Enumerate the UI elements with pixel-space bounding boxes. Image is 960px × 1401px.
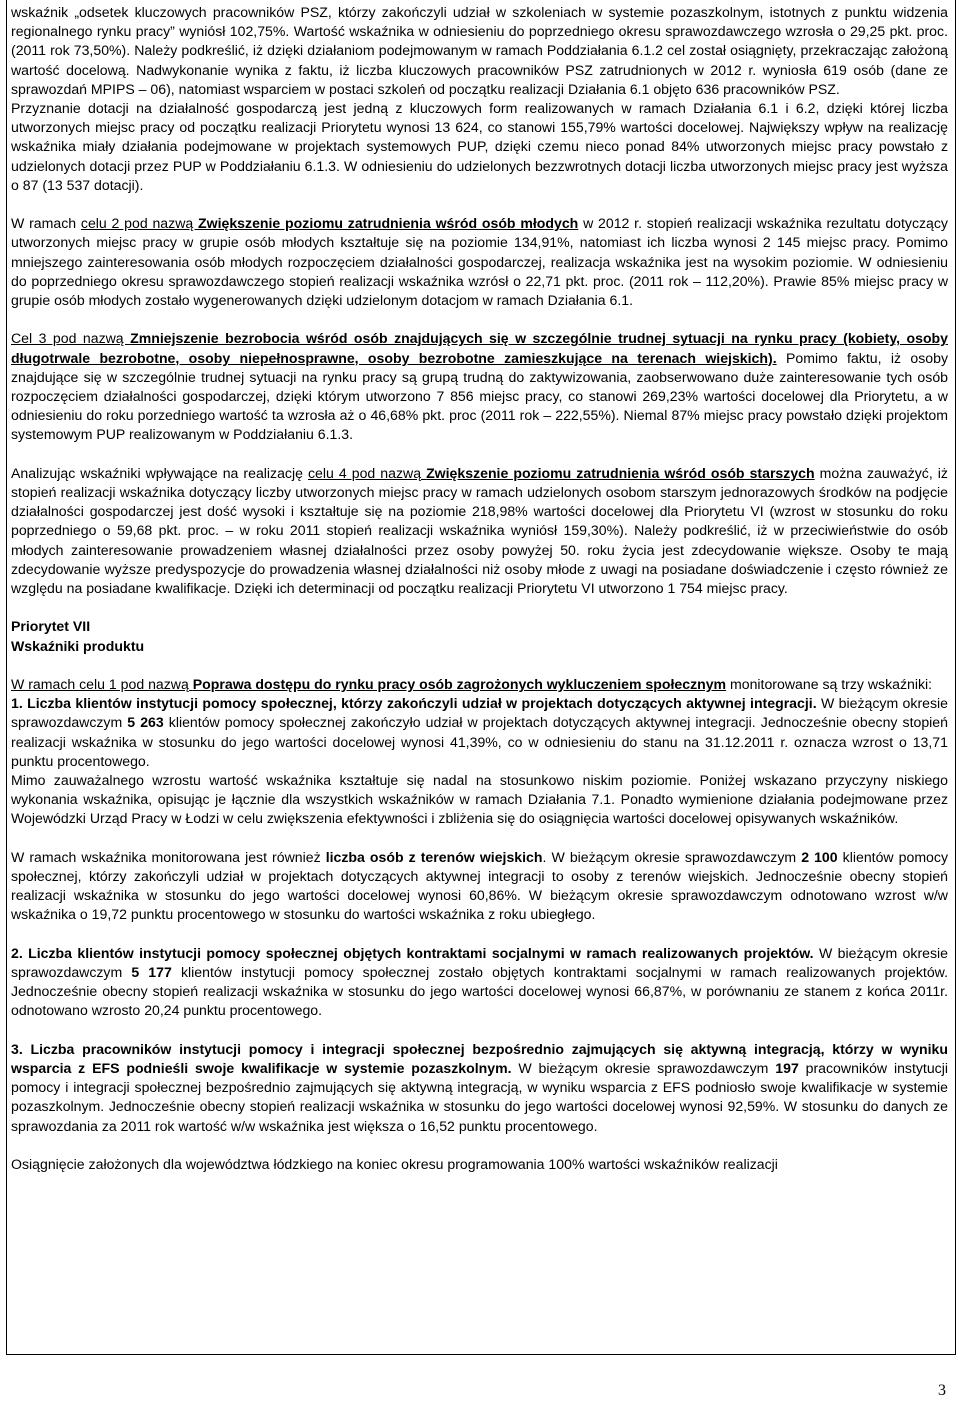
rural-text-c: klientów pomocy społecznej, którzy zakończyli udział w projektach dotyczących aktywnej integracji to osoby z terenów wiejskich. Jednocześnie obecny stopień realizacji wskaźnika w stosunku do jego wartości docelowej wynosi 60,86%. W bieżącym okresie sprawozdawczym odnotowano wzrost w/w wskaźnika o 19,72 punktu procentowego w stosunku do wartości wskaźnika z roku ubiegłego.	[11, 848, 948, 923]
goal-3-name: Zmniejszenie bezrobocia wśród osób znajdujących się w szczególnie trudnej sytuacji na rynku pracy (kobiety, osoby długotrwale bezrobotne, osoby niepełnosprawne, osoby bezrobotne zamieszkujące na terenach wiejskich).	[11, 330, 949, 366]
spacer	[11, 598, 948, 617]
goal-2-label: celu 2 pod nazwą	[80, 215, 199, 232]
goal-1-name: Poprawa dostępu do rynku pracy osób zagrożonych wykluczeniem społecznym	[192, 676, 727, 693]
goal-4-text: można zauważyć, iż stopień realizacji wskaźnika dotyczący liczby utworzonych miejsc pracy w ramach udzielonych osobom starszym jednorazowych środków na podjęcie działalności gospodarczej jest dość wysoki i kształtuje się na poziomie 218,98% wartości docelowej dla Priorytetu VI (wzrost w stosunku do roku poprzedniego o 59,68 pkt. proc. – w roku 2011 stopień realizacji wskaźnika wyniósł 159,30%). Należy podkreślić, iż w przeciwieństwie do osób młodych zainteresowanie prowadzeniem własnej działalności przez osoby powyżej 50. roku życia jest zdecydowanie większe. Osoby te mają zdecydowanie wyższe predyspozycje do prowadzenia własnej działalności niż osoby młode z uwagi na posiadane doświadczenie i często również ze względu na posiadane kwalifikacje. Dzięki ich determinacji od początku realizacji Priorytetu VI utworzono 1 754 miejsc pracy.	[11, 464, 948, 597]
paragraph-goal-3	[11, 329, 948, 444]
indicator-3-text-a: W bieżącym okresie sprawozdawczym	[511, 1060, 776, 1077]
spacer	[11, 829, 948, 848]
spacer	[11, 925, 948, 944]
indicator-2-title: 2. Liczba klientów instytucji pomocy społecznej objętych kontraktami socjalnymi w ramach realizowanych projektów.	[11, 944, 814, 961]
rural-label: liczba osób z terenów wiejskich	[325, 848, 543, 865]
spacer	[11, 656, 948, 675]
indicator-1-text-b: klientów pomocy społecznej zakończyło udział w projektach dotyczących aktywnej integracji. Jednocześnie obecny stopień realizacji wskaźnika w stosunku do jego wartości docelowej wynosi 41,39%, co w odniesieniu do stanu na 31.12.2011 r. oznacza wzrost o 13,71 punktu procentowego.	[11, 714, 948, 769]
rural-text-b: . W bieżącym okresie sprawozdawczym	[542, 848, 802, 865]
paragraph-grants: Przyznanie dotacji na działalność gospodarczą jest jedną z kluczowych form realizowanych w ramach Działania 6.1 i 6.2, dzięki której liczba utworzonych miejsc pracy od początku realizacji Priorytetu wynosi 13 624, co stanowi 155,79% wartości docelowej. Największy wpływ na realizację wskaźnika miały działania podejmowane w projektach systemowych PUP, dzięki czemu nieco ponad 84% utworzonych miejsc pracy powstało z udzielonych dotacji przez PUP w Poddziałaniu 6.1.3. W odniesieniu do udzielonych bezzwrotnych dotacji liczba utworzonych miejsc pracy jest wyższa o 87 (13 537 dotacji).	[11, 100, 948, 193]
goal-4-lead: Analizując wskaźniki wpływające na realizację	[11, 464, 308, 481]
indicator-1	[11, 694, 948, 771]
rural-text-a: W ramach wskaźnika monitorowana jest również	[11, 848, 326, 865]
goal-3-text: Pomimo faktu, iż osoby znajdujące się w szczególnie trudnej sytuacji na rynku pracy są grupą trudną do zaktywizowania, zaobserwowano duże zainteresowanie tych osób rozpoczęciem działalności gospodarczej, dzięki którym utworzono 7 856 miejsc pracy, co stanowi 269,23% wartości docelowej dla Priorytetu, a w odniesieniu do roku porzedniego wartość ta wzrosła aż o 46,68% pkt. proc (2011 rok – 222,55%). Niemal 87% miejsc pracy powstało dzięki projektom systemowym PUP realizowanym w Poddziałaniu 6.1.3.	[11, 349, 949, 443]
indicator-2-text-b: klientów instytucji pomocy społecznej zostało objętych kontraktami socjalnymi w ramach realizowanych projektów. Jednocześnie obecny stopień realizacji wskaźnika w stosunku do jego wartości docelowej wynosi 66,87%, w porównaniu ze stanem z końca 2011r. odnotowano wzrosto 20,24 punktu procentowego.	[11, 964, 948, 1019]
indicator-2-text-a: W bieżącym okresie sprawozdawczym	[11, 944, 948, 981]
paragraph-scholarship-indicator: wskaźnik „odsetek kluczowych pracowników PSZ, którzy zakończyli udział w szkoleniach w systemie pozaszkolnym, istotnych z punktu widzenia regionalnego rynku pracy” wyniósł 102,75%. Wartość wskaźnika w odniesieniu do poprzedniego okresu sprawozdawczego wzrosła o 29,25 pkt. proc. (2011 rok 73,50%). Należy podkreślić, iż dzięki działaniom podejmowanym w ramach Poddziałania 6.1.2 cel został osiągnięty, przekraczając założoną wartość docelową. Nadwykonanie wynika z faktu, iż liczba kluczowych pracowników PSZ zatrudnionych w 2012 r. wyniosła 619 osób (dane ze sprawozdań MPIPS – 06), natomiast wsparciem w postaci szkoleń od początku realizacji Działania 6.1 objęto 636 pracowników PSZ.	[11, 4, 948, 97]
indicator-2-value: 5 177	[131, 964, 172, 981]
goal-2-text: w 2012 r. stopień realizacji wskaźnika rezultatu dotyczący utworzonych miejsc pracy w grupie osób młodych kształtuje się na poziomie 134,91%, natomiast ich liczba wynosi 2 145 miejsc pracy. Pomimo mniejszego zainteresowania osób młodych rozpoczęciem działalności gospodarczej, realizacja wskaźnika jest na wysokim poziomie. W odniesieniu do poprzedniego okresu sprawozdawczego stopień realizacji wskaźnika wzrósł o 22,71 pkt. proc. (2011 rok – 112,20%). Prawie 85% miejsc pracy w grupie osób młodych zostało wygenerowanych dzięki udzielonym dotacjom w ramach Działania 6.1.	[11, 215, 948, 309]
goal-1-text: monitorowane są trzy wskaźniki:	[726, 676, 933, 693]
paragraph-final: Osiągnięcie założonych dla województwa łódzkiego na koniec okresu programowania 100% wartości wskaźników realizacji	[11, 1156, 778, 1173]
indicators-heading: Wskaźniki produktu	[11, 637, 145, 654]
spacer	[11, 195, 948, 214]
priority-heading: Priorytet VII	[11, 618, 91, 635]
indicator-3-value: 197	[775, 1060, 799, 1077]
indicator-3	[11, 1040, 948, 1136]
spacer	[11, 310, 948, 329]
paragraph-goal-1	[11, 675, 948, 694]
goal-4-name: Zwiększenie poziomu zatrudnienia wśród osób starszych	[426, 464, 815, 481]
goal-2-name: Zwiększenie poziomu zatrudnienia wśród osób młodych	[198, 215, 579, 232]
indicator-1-value: 5 263	[127, 714, 164, 731]
spacer	[11, 1136, 948, 1155]
goal-3-label: Cel 3 pod nazwą	[11, 330, 131, 347]
goal-2-lead: W ramach	[11, 215, 81, 232]
indicator-3-text-b: pracowników instytucji pomocy i integracji społecznej bezpośrednio zajmujących się aktywną integracją, w wyniku wsparcia z EFS podniosło swoje kwalifikacje w systemie pozaszkolnym. Jednocześnie obecny stopień realizacji wskaźnika w stosunku do jego wartości docelowej wynosi 92,59%. W stosunku do danych ze sprawozdania za 2011 rok wartość w/w wskaźnika jest większa o 16,52 punktu procentowego.	[11, 1060, 948, 1134]
rural-value: 2 100	[801, 848, 838, 865]
page-number: 3	[938, 1382, 946, 1399]
indicator-3-title: 3. Liczba pracowników instytucji pomocy i integracji społecznej bezpośrednio zajmujących się aktywną integracją, którzy w wyniku wsparcia z EFS podnieśli swoje kwalifikacje w systemie pozaszkolnym.	[11, 1040, 948, 1077]
indicator-1-explanation: Mimo zauważalnego wzrostu wartość wskaźnika kształtuje się nadal na stosunkowo niskim poziomie. Poniżej wskazano przyczyny niskiego wykonania wskaźnika, opisując je łącznie dla wszystkich wskaźników w ramach Działania 7.1. Ponadto wymienione działania podejmowane przez Wojewódzki Urząd Pracy w Łodzi w celu zwiększenia efektywności i zbliżenia się do osiągnięcia wartości docelowej opisywanych wskaźników.	[11, 772, 948, 827]
spacer	[11, 1021, 948, 1040]
goal-4-label: celu 4 pod nazwą	[307, 464, 427, 481]
document-body	[11, 3, 948, 1174]
paragraph-goal-4	[11, 464, 948, 598]
paragraph-goal-2	[11, 214, 948, 310]
indicator-2	[11, 944, 948, 1021]
spacer	[11, 445, 948, 464]
indicator-1-rural	[11, 848, 948, 925]
goal-1-label: W ramach celu 1 pod nazwą	[11, 676, 193, 693]
indicator-1-title: 1. Liczba klientów instytucji pomocy społecznej, którzy zakończyli udział w projektach dotyczących aktywnej integracji.	[11, 695, 817, 712]
indicator-1-text-a: W bieżącym okresie sprawozdawczym	[11, 695, 948, 731]
